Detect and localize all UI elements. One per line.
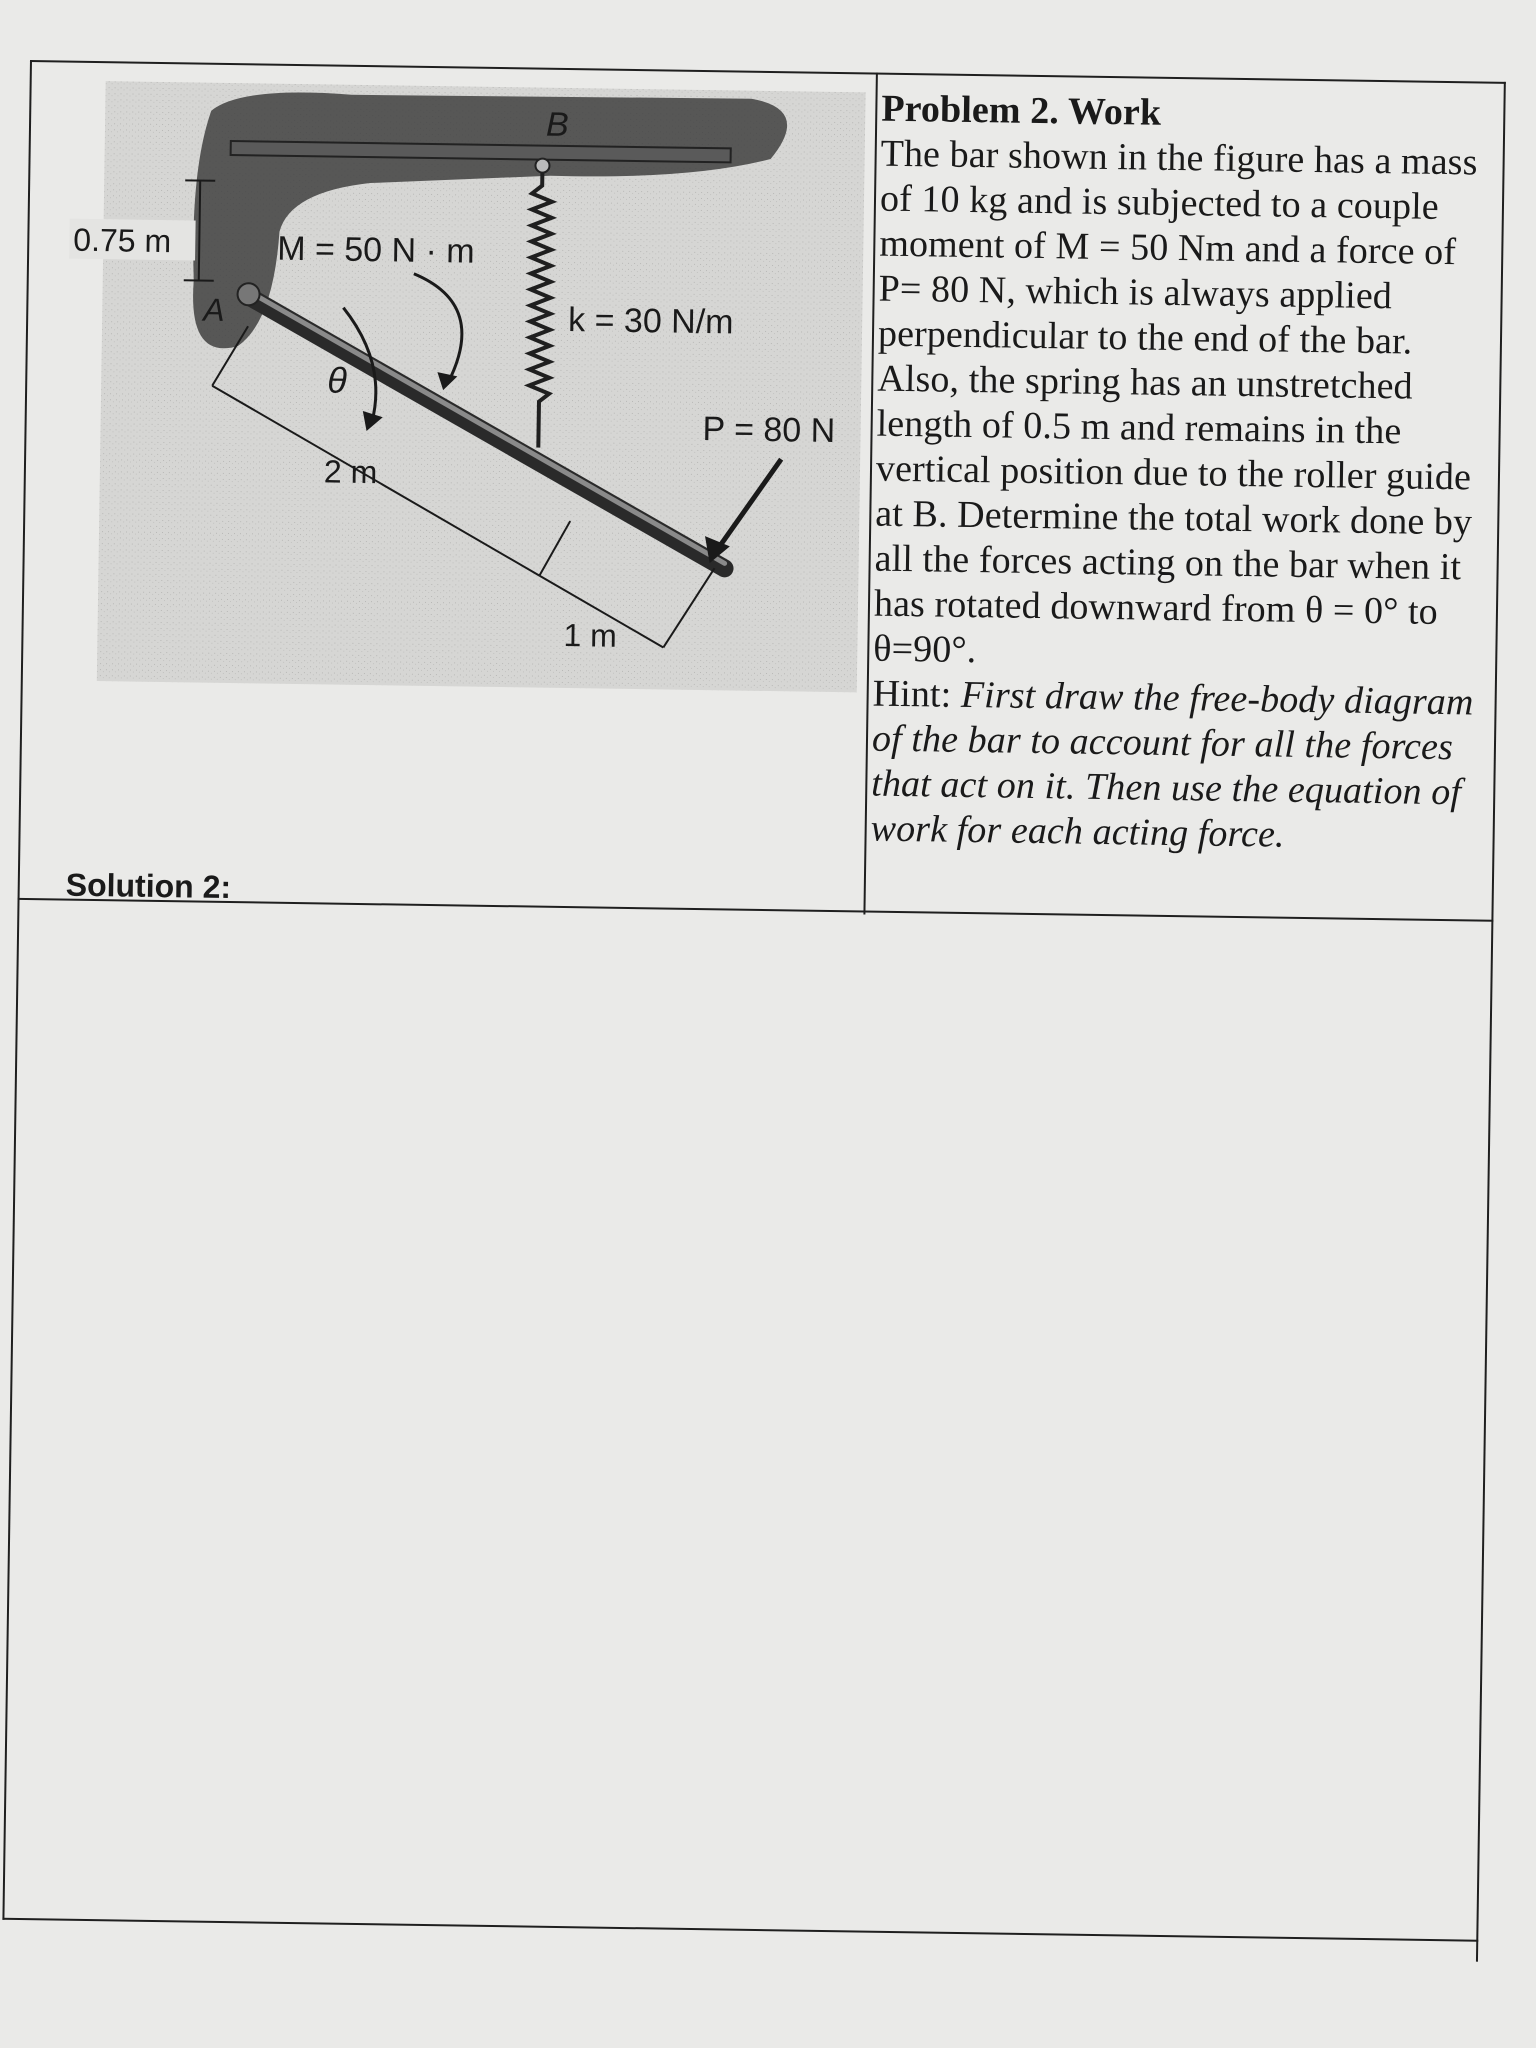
label-A: A bbox=[203, 291, 225, 328]
label-force: P = 80 N bbox=[702, 410, 836, 450]
label-theta: θ bbox=[326, 359, 348, 401]
solution-label: Solution 2: bbox=[65, 866, 232, 906]
problem-statement-block bbox=[870, 87, 1501, 861]
table-left-border bbox=[2, 60, 32, 1920]
label-spring-constant: k = 30 N/m bbox=[567, 301, 734, 342]
table-bottom-border bbox=[2, 1918, 1478, 1942]
label-1m: 1 m bbox=[563, 616, 618, 654]
table-row-divider bbox=[18, 898, 1494, 922]
height-label: 0.75 m bbox=[73, 221, 172, 260]
hint-label: Hint: bbox=[872, 672, 952, 716]
hint-text: First draw the free-body diagram of the bar to account for all the forces that act on it. Then use the equation of work for each acting force. bbox=[870, 673, 1474, 856]
pin-A bbox=[237, 283, 259, 305]
label-2m: 2 m bbox=[323, 453, 378, 491]
roller-B bbox=[535, 159, 549, 173]
problem-statement: The bar shown in the figure has a mass of 10 kg and is subjected to a couple moment of M = 50 Nm and a force of P= 80 N, which is always applied perpendicular to the end of the bar. Also, the spring has an unstretched length of 0.5 m and remains in the vertical position due to the roller guide at B. Determine the total work done by all the forces acting on the bar when it has rotated downward from θ = 0° to θ=90°. bbox=[873, 132, 1478, 672]
worksheet-table bbox=[2, 60, 1506, 1962]
label-moment: M = 50 N · m bbox=[276, 229, 475, 271]
bar-spring-diagram bbox=[63, 79, 872, 711]
problem-figure bbox=[63, 79, 872, 711]
label-B: B bbox=[545, 105, 570, 144]
problem-title: Problem 2. Work bbox=[881, 87, 1162, 134]
